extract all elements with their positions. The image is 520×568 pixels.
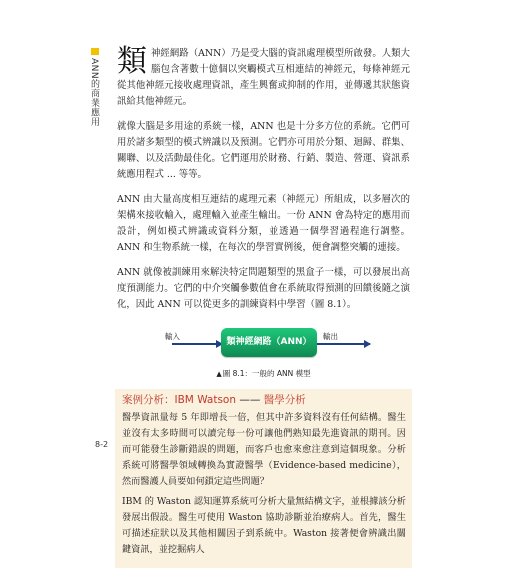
case-title-prefix: 案例分析：IBM Watson [122, 394, 237, 406]
case-title-suffix: 醫學分析 [263, 394, 306, 406]
drop-cap: 類 [117, 44, 147, 79]
paragraph-black-box: ANN 就像被訓練用來解決特定問題類型的黑盒子一樣，可以發展出高度預測能力。它們的中介突觸參數值會在系統取得預測的回饋後隨之演化，因此 ANN 可以從更多的訓練資料中學習（圖 8.1）。 [117, 267, 410, 310]
chapter-marker [91, 48, 99, 55]
ann-model-diagram [117, 322, 410, 366]
input-arrow [172, 343, 222, 345]
case-study-box [115, 389, 412, 568]
paragraph-intro [117, 46, 410, 110]
chapter-side-label: ANN的商業應用 [89, 58, 99, 127]
case-paragraph-2: IBM 的 Waston 認知運算系統可分析大量無結構文字，並根據該分析發展出假設。醫生可使用 Waston 協助診斷並治療病人。首先，醫生可描述症狀以及其他相關因子到系統中。Waston 接著便會辨識出關鍵資訊，並挖掘病人 [122, 496, 406, 555]
paragraph-intro-text: 神經網路（ANN）乃是受大腦的資訊處理模型所啟發。人類大腦包含著數十億個以突觸模式互相連結的神經元，每條神經元從其他神經元接收處理資訊，產生興奮或抑制的作用，並傳遞其狀態資訊給其他神經元。 [117, 48, 410, 107]
case-title-separator: —— [236, 394, 264, 406]
case-study-title [122, 392, 406, 408]
output-label: 輸出 [323, 332, 338, 341]
input-label: 輸入 [165, 332, 180, 341]
paragraph-architecture: ANN 由大量高度相互連結的處理元素（神經元）所組成，以多層次的架構來接收輸入，處理輸入並產生輸出。一份 ANN 會為特定的應用而設計，例如模式辨識或資料分類，並透過一個學習過程進行調整。ANN 和生物系統一樣，在每次的學習實例後，便會調整突觸的連接。 [117, 194, 410, 253]
figure-caption-text: 圖 8.1：一般的 ANN 模型 [222, 369, 311, 378]
page-number: 8-2 [95, 440, 109, 449]
paragraph-versatility: 就像大腦是多用途的系統一樣，ANN 也是十分多方位的系統。它們可用於諸多類型的模式辨識以及預測。它們亦可用於分類、迴歸、群集、關聯、以及活動最佳化。它們運用於財務、行銷、製造、營運、資訊系統應用程式 ... 等等。 [117, 121, 410, 180]
figure-caption [117, 368, 410, 379]
output-arrow [317, 343, 370, 345]
page-content [117, 46, 410, 568]
case-paragraph-1: 醫學資訊量每 5 年即增長一倍，但其中許多資料沒有任何結構。醫生並沒有太多時間可以讀完每一份可讓他們熟知最先進資訊的期刊。因而可能發生診斷錯誤的問題，而客戶也愈來愈注意到這個現象。分析系統可將醫學領域轉換為實證醫學（Evidence-based medicine），然而醫護人員要如何鎖定這些問題？ [122, 412, 406, 487]
caption-triangle-icon: ▲ [216, 370, 222, 378]
ann-box: 類神經網路（ANN） [221, 328, 317, 357]
